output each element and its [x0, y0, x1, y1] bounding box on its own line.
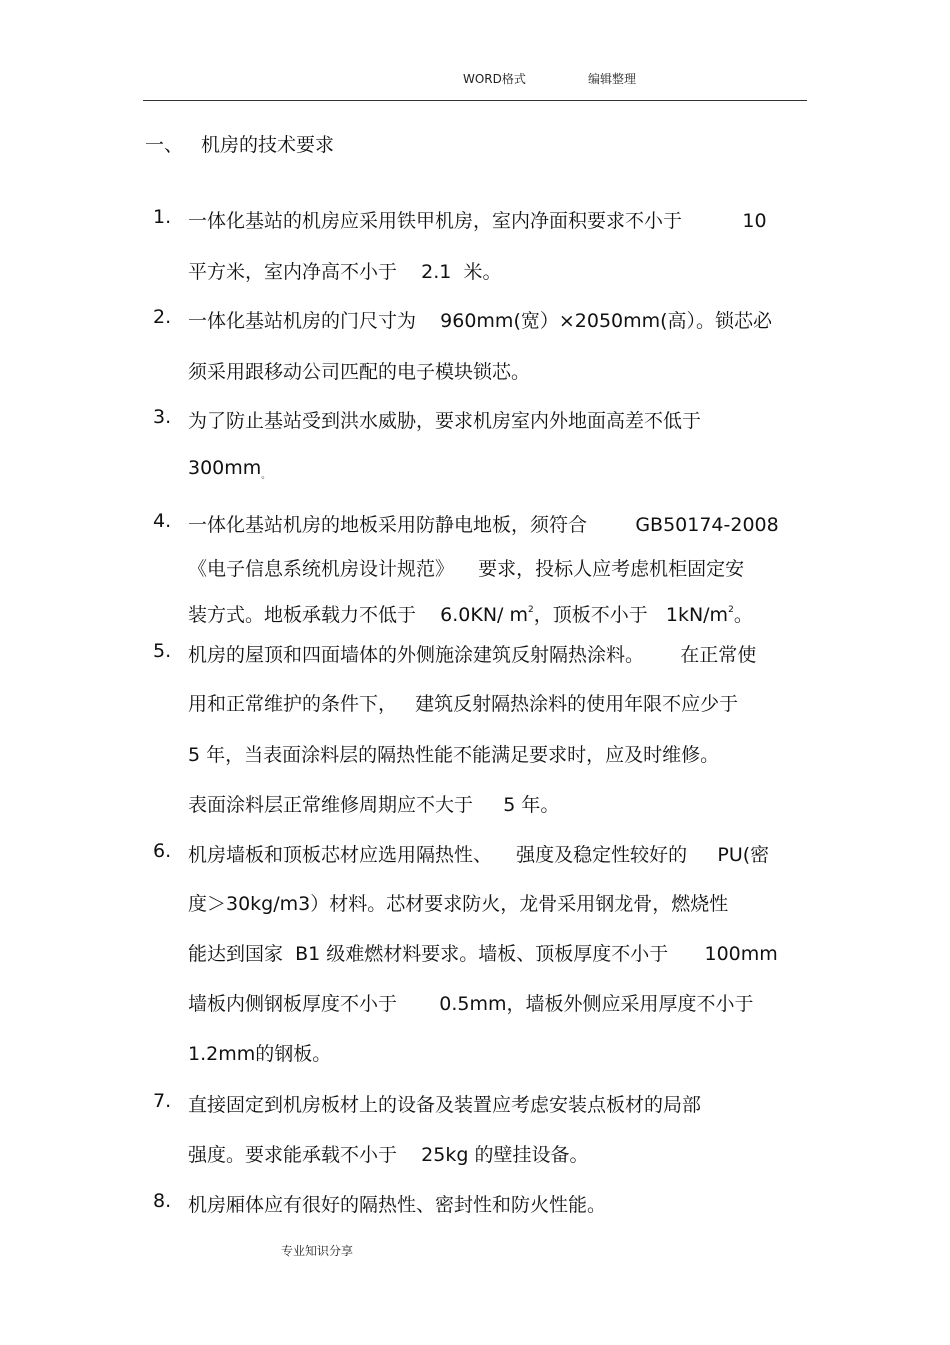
item-number: 3. — [153, 406, 172, 428]
item-number: 6. — [153, 840, 172, 862]
section-number: 一、 — [145, 134, 184, 156]
item-line: 5 年，当表面涂料层的隔热性能不能满足要求时，应及时维修。 — [188, 744, 720, 766]
item-line: 1.2mm的钢板。 — [188, 1043, 332, 1065]
item-line: 强度。要求能承载不小于 25kg 的壁挂设备。 — [188, 1144, 589, 1166]
item-line — [188, 600, 753, 627]
item-line-text: 300mm — [188, 457, 262, 479]
item-line: 平方米，室内净高不小于 2.1 米。 — [188, 261, 502, 283]
item-line: 能达到国家 B1 级难燃材料要求。墙板、顶板厚度不小于 100mm — [188, 943, 778, 965]
item-line: 机房厢体应有很好的隔热性、密封性和防火性能。 — [188, 1194, 607, 1216]
item-line: 机房墙板和顶板芯材应选用隔热性、 强度及稳定性较好的 PU(密 — [188, 844, 770, 866]
item-line: 度＞30kg/m3）材料。芯材要求防火，龙骨采用钢龙骨，燃烧性 — [188, 893, 729, 915]
item-superscript: 2 — [528, 605, 534, 615]
item-number: 7. — [153, 1090, 172, 1112]
item-number: 5. — [153, 640, 172, 662]
item-line: 《电子信息系统机房设计规范》 要求，投标人应考虑机柜固定安 — [188, 558, 745, 580]
item-superscript: 2 — [728, 605, 734, 615]
item-line-text: 。 — [733, 604, 753, 626]
item-line-text: 墙板内侧钢板厚度不小于 0.5mm — [188, 993, 507, 1015]
item-line — [188, 989, 754, 1016]
item-line-text: ，墙板外侧应采用厚度不小于 — [506, 993, 754, 1015]
item-number: 2. — [153, 306, 172, 328]
item-number: 8. — [153, 1190, 172, 1212]
item-line: 表面涂料层正常维修周期应不大于 5 年。 — [188, 794, 560, 816]
item-line: 须采用跟移动公司匹配的电子模块锁芯。 — [188, 361, 531, 383]
item-line — [188, 457, 270, 481]
item-subscript: 。 — [261, 471, 271, 481]
item-line-text: ，顶板不小于 1kN/m — [533, 604, 729, 626]
section-title: 机房的技术要求 — [201, 134, 335, 156]
item-line: 用和正常维护的条件下， 建筑反射隔热涂料的使用年限不应少于 — [188, 693, 739, 715]
item-line: 一体化基站机房的门尺寸为 960mm(宽）×2050mm(高）。锁芯必 — [188, 310, 773, 332]
item-line-text: 装方式。地板承载力不低于 6.0KN/ m — [188, 604, 528, 626]
header-format-label: WORD格式 — [463, 72, 526, 86]
item-line: 一体化基站机房的地板采用防静电地板，须符合 GB50174-2008 — [188, 514, 779, 536]
item-line: 为了防止基站受到洪水威胁，要求机房室内外地面高差不低于 — [188, 410, 702, 432]
item-number: 1. — [153, 206, 172, 228]
item-line: 一体化基站的机房应采用铁甲机房，室内净面积要求不小于 10 — [188, 210, 767, 232]
header-edit-label: 编辑整理 — [588, 72, 637, 86]
item-line: 机房的屋顶和四面墙体的外侧施涂建筑反射隔热涂料。 在正常使 — [188, 644, 757, 666]
item-line: 直接固定到机房板材上的设备及装置应考虑安装点板材的局部 — [188, 1094, 702, 1116]
item-number: 4. — [153, 510, 172, 532]
page-footer: 专业知识分享 — [281, 1244, 354, 1258]
